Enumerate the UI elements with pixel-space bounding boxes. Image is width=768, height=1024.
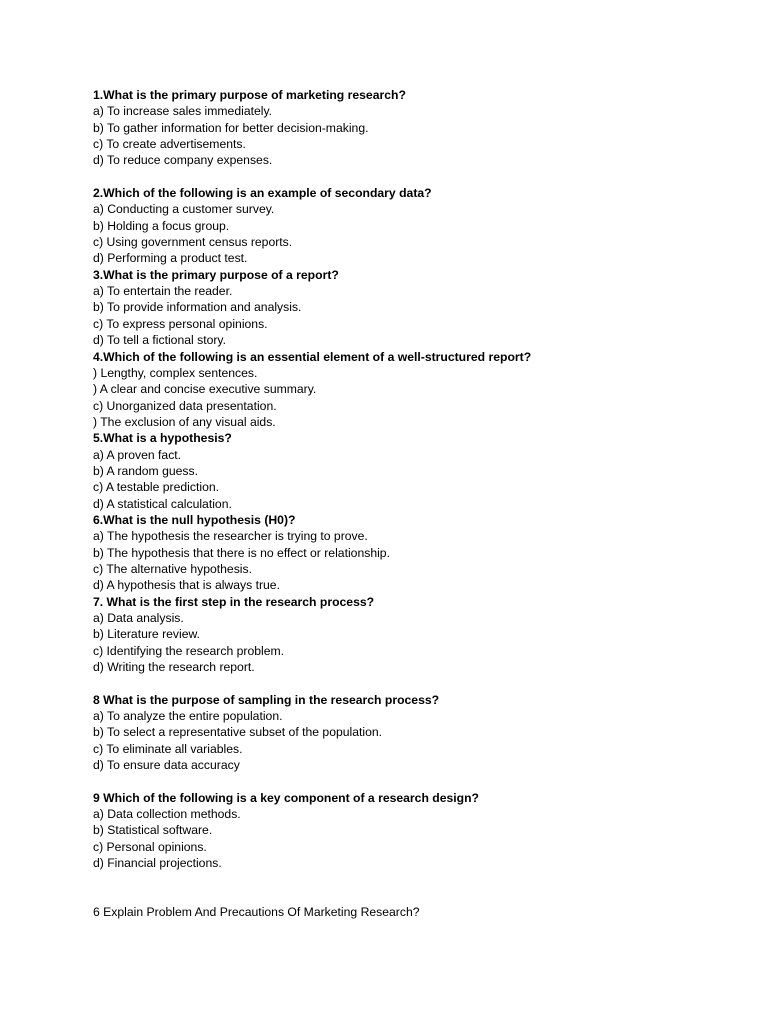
question-5-option-d: d) A statistical calculation. <box>93 496 232 511</box>
question-2: 2.Which of the following is an example of secondary data? <box>93 186 432 201</box>
question-1-option-a: a) To increase sales immediately. <box>93 104 273 119</box>
closing-question: 6 Explain Problem And Precautions Of Marketing Research? <box>93 905 420 920</box>
question-4-option-c: c) Unorganized data presentation. <box>93 398 277 413</box>
question-4: 4.Which of the following is an essential element of a well-structured report? <box>93 349 532 364</box>
question-2-option-d: d) Performing a product test. <box>93 251 248 266</box>
question-5-option-b: b) A random guess. <box>93 463 199 478</box>
question-2-option-a: a) Conducting a customer survey. <box>93 202 275 217</box>
question-4-option-a: ) Lengthy, complex sentences. <box>93 365 258 380</box>
question-3-option-c: c) To express personal opinions. <box>93 316 268 331</box>
blank-line <box>93 169 733 185</box>
question-9-option-c: c) Personal opinions. <box>93 839 207 854</box>
question-6-option-a: a) The hypothesis the researcher is trying to prove. <box>93 529 368 544</box>
question-8-option-d: d) To ensure data accuracy <box>93 758 240 773</box>
question-5: 5.What is a hypothesis? <box>93 431 232 446</box>
question-3: 3.What is the primary purpose of a report? <box>93 267 339 282</box>
question-5-option-c: c) A testable prediction. <box>93 480 220 495</box>
blank-line <box>93 773 733 789</box>
question-6-option-c: c) The alternative hypothesis. <box>93 561 252 576</box>
question-4-option-b: ) A clear and concise executive summary. <box>93 382 317 397</box>
blank-line <box>93 675 733 691</box>
question-7-option-b: b) Literature review. <box>93 627 201 642</box>
question-1-option-b: b) To gather information for better decision-making. <box>93 120 369 135</box>
question-9-option-b: b) Statistical software. <box>93 823 213 838</box>
question-7: 7. What is the first step in the research process? <box>93 594 375 609</box>
question-9-option-d: d) Financial projections. <box>93 856 222 871</box>
question-6: 6.What is the null hypothesis (H0)? <box>93 512 296 527</box>
blank-lines <box>93 872 733 905</box>
question-5-option-a: a) A proven fact. <box>93 447 182 462</box>
question-9: 9 Which of the following is a key component of a research design? <box>93 790 480 805</box>
question-4-option-d: ) The exclusion of any visual aids. <box>93 414 276 429</box>
question-8-option-b: b) To select a representative subset of the population. <box>93 725 383 740</box>
question-9-option-a: a) Data collection methods. <box>93 807 241 822</box>
question-6-option-d: d) A hypothesis that is always true. <box>93 578 280 593</box>
question-3-option-b: b) To provide information and analysis. <box>93 300 302 315</box>
question-8: 8 What is the purpose of sampling in the research process? <box>93 692 440 707</box>
question-6-option-b: b) The hypothesis that there is no effect or relationship. <box>93 545 390 560</box>
document-page <box>93 87 733 921</box>
question-3-option-d: d) To tell a fictional story. <box>93 333 226 348</box>
question-7-option-d: d) Writing the research report. <box>93 660 255 675</box>
question-1-option-d: d) To reduce company expenses. <box>93 153 273 168</box>
question-8-option-a: a) To analyze the entire population. <box>93 709 283 724</box>
question-2-option-c: c) Using government census reports. <box>93 235 293 250</box>
question-1-option-c: c) To create advertisements. <box>93 137 246 152</box>
question-7-option-c: c) Identifying the research problem. <box>93 643 285 658</box>
question-8-option-c: c) To eliminate all variables. <box>93 741 243 756</box>
question-2-option-b: b) Holding a focus group. <box>93 218 230 233</box>
question-3-option-a: a) To entertain the reader. <box>93 284 233 299</box>
question-1: 1.What is the primary purpose of marketing research? <box>93 88 406 102</box>
question-7-option-a: a) Data analysis. <box>93 611 184 625</box>
